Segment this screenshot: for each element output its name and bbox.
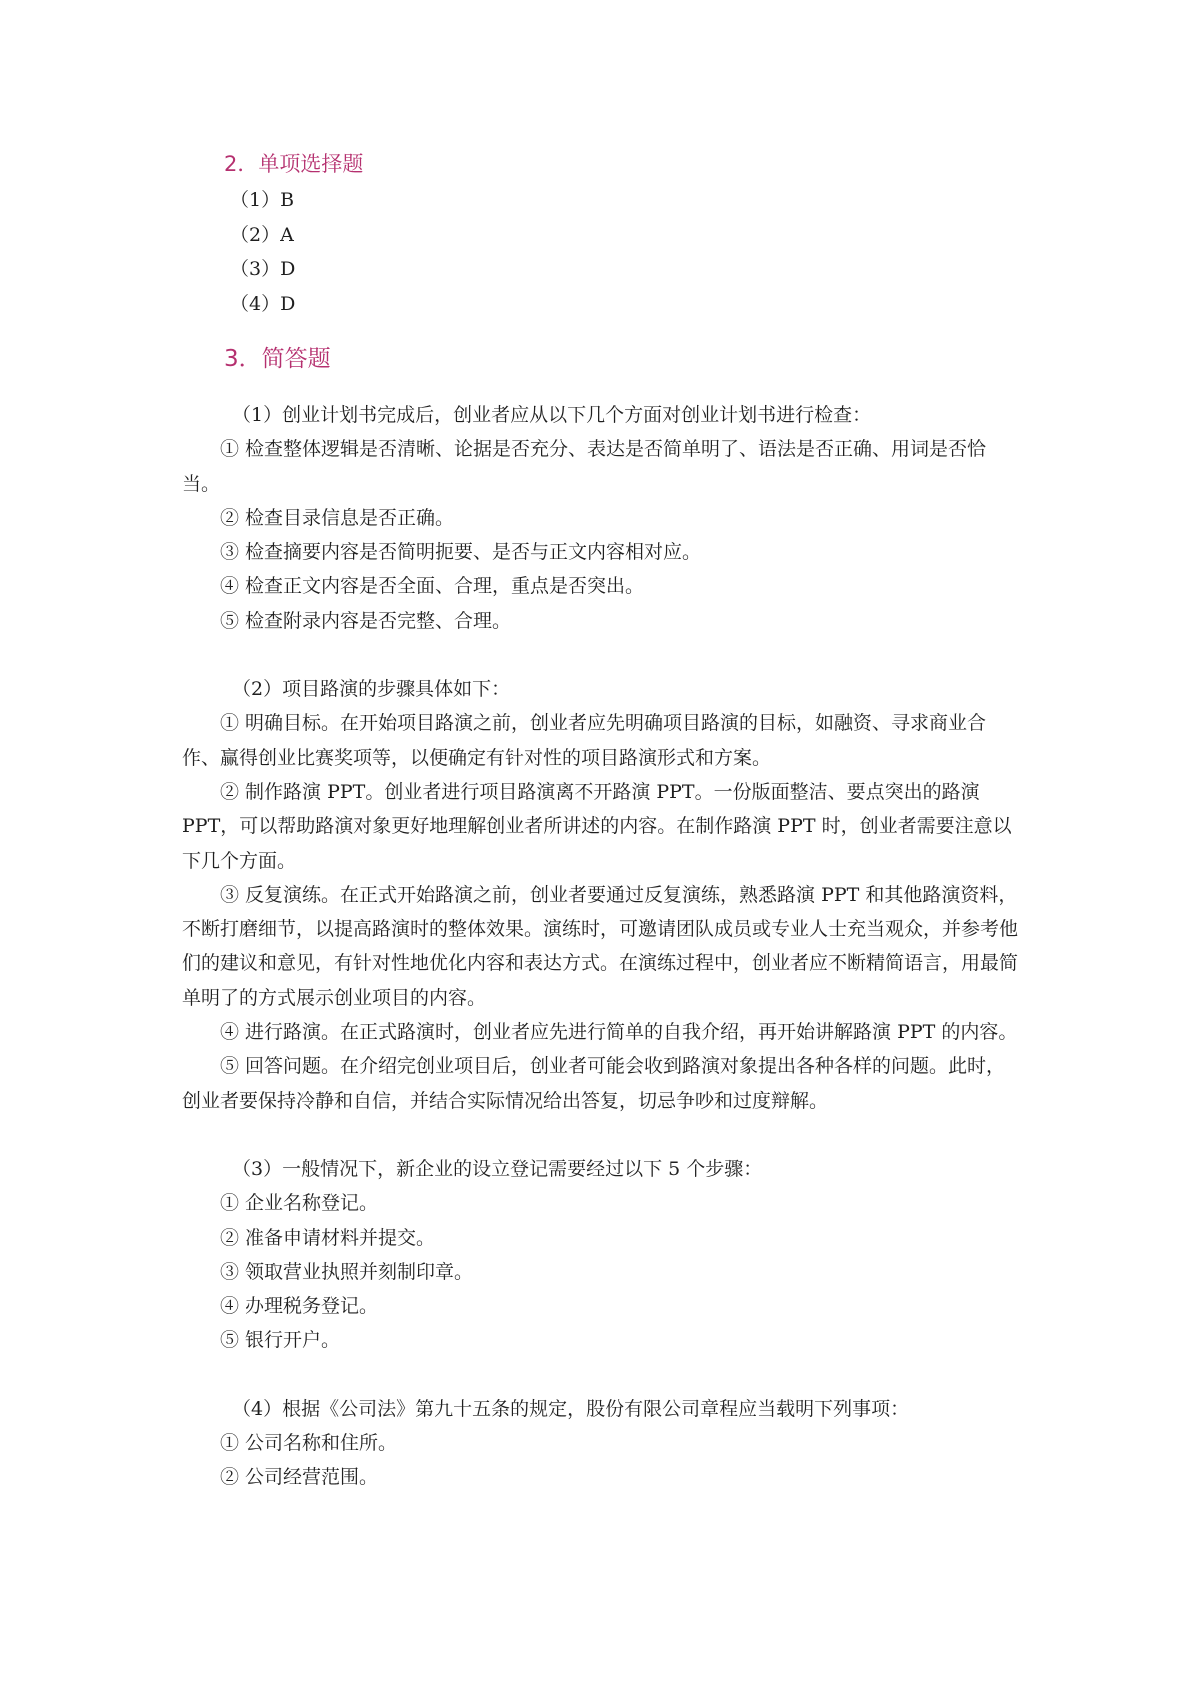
list-item: ① 公司名称和住所。 — [220, 1432, 398, 1455]
list-item: ① 明确目标。在开始项目路演之前，创业者应先明确项目路演的目标，如融资、寻求商业合作、赢得创业比赛奖项等，以便确定有针对性的项目路演形式和方案。 — [182, 712, 987, 769]
list-item: ③ 检查摘要内容是否简明扼要、是否与正文内容相对应。 — [220, 541, 702, 564]
list-item: ② 公司经营范围。 — [220, 1466, 379, 1489]
list-item: ⑤ 银行开户。 — [220, 1329, 341, 1352]
answer-list — [230, 183, 295, 321]
short-answer-body — [182, 398, 1022, 1495]
spacer — [182, 638, 1022, 672]
list-item: ⑤ 回答问题。在介绍完创业项目后，创业者可能会收到路演对象提出各种各样的问题。此时，创业者要保持冷静和自信，并结合实际情况给出答复，切忌争吵和过度辩解。 — [182, 1055, 1006, 1112]
question-intro: （3）一般情况下，新企业的设立登记需要经过以下 5 个步骤： — [232, 1157, 763, 1180]
spacer — [182, 1358, 1022, 1392]
spacer — [182, 1118, 1022, 1152]
list-item: ⑤ 检查附录内容是否完整、合理。 — [220, 609, 512, 632]
list-item: ④ 检查正文内容是否全面、合理，重点是否突出。 — [220, 575, 645, 598]
answer-item: （1）B — [230, 189, 295, 211]
question-intro: （1）创业计划书完成后，创业者应从以下几个方面对创业计划书进行检查： — [232, 404, 872, 426]
answer-item: （3）D — [230, 258, 296, 280]
section-heading-short-answer: 3．简答题 — [224, 346, 331, 372]
list-item: ④ 进行路演。在正式路演时，创业者应先进行简单的自我介绍，再开始讲解路演 PPT 的内容。 — [220, 1021, 1018, 1044]
list-item: ② 检查目录信息是否正确。 — [220, 506, 455, 529]
list-item: ③ 领取营业执照并刻制印章。 — [220, 1260, 474, 1283]
answer-item: （2）A — [230, 223, 294, 246]
list-item: ③ 反复演练。在正式开始路演之前，创业者要通过反复演练，熟悉路演 PPT 和其他路演资料，不断打磨细节，以提高路演时的整体效果。演练时，可邀请团队成员或专业人士充当观众，并参考他们的建议和意见，有针对性地优化内容和表达方式。在演练过程中，创业者应不断精简语言，用最简单明了的方式展示创业项目的内容。 — [182, 883, 1019, 1009]
list-item: ② 制作路演 PPT。创业者进行项目路演离不开路演 PPT。一份版面整洁、要点突出的路演 PPT，可以帮助路演对象更好地理解创业者所讲述的内容。在制作路演 PPT 时，创业者需要注意以下几个方面。 — [182, 780, 1012, 872]
question-intro: （4）根据《公司法》第九十五条的规定，股份有限公司章程应当载明下列事项： — [232, 1397, 910, 1420]
list-item: ① 检查整体逻辑是否清晰、论据是否充分、表达是否简单明了、语法是否正确、用词是否恰当。 — [182, 438, 987, 495]
answer-item: （4）D — [230, 292, 296, 315]
question-intro: （2）项目路演的步骤具体如下： — [232, 678, 511, 701]
list-item: ④ 办理税务登记。 — [220, 1295, 379, 1318]
section-heading-multiple-choice: 2．单项选择题 — [224, 152, 364, 176]
list-item: ① 企业名称登记。 — [220, 1192, 379, 1215]
list-item: ② 准备申请材料并提交。 — [220, 1226, 436, 1249]
